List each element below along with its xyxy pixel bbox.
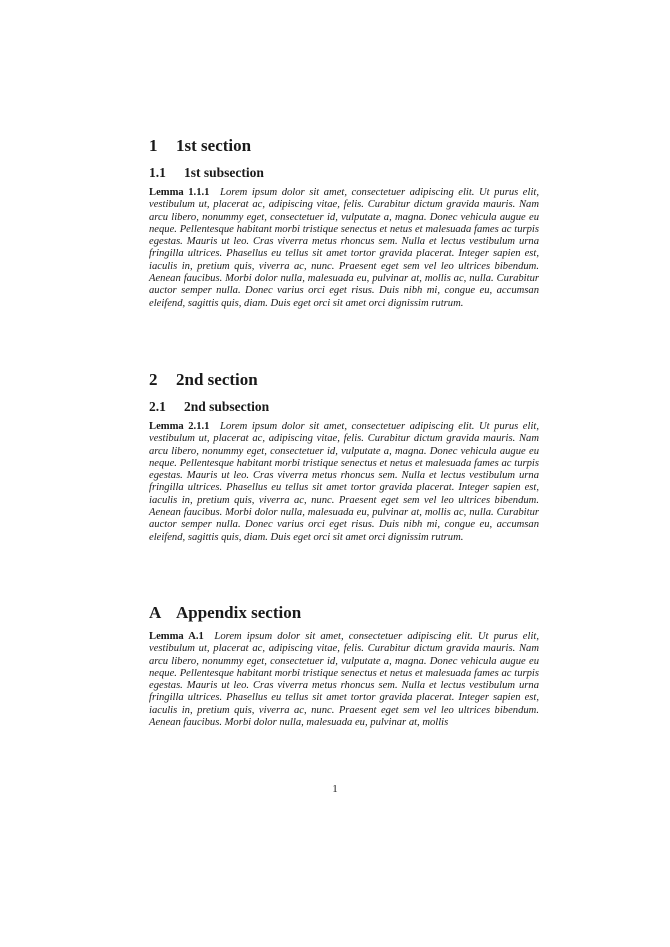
subsection-number: 2.1 — [149, 399, 166, 414]
lemma-label: Lemma 2.1.1 — [149, 421, 210, 432]
lemma-label: Lemma 1.1.1 — [149, 187, 210, 198]
section-heading-1 — [149, 136, 251, 156]
section-title: 2nd section — [176, 370, 258, 389]
subsection-title: 2nd subsection — [184, 399, 270, 414]
lemma-a-1 — [149, 631, 539, 729]
lemma-text: Lorem ipsum dolor sit amet, consectetuer adipiscing elit. Ut purus elit, vestibulum ut, placerat ac, adipiscing vitae, felis. Curabitur dictum gravida mauris. Nam arcu libero, nonummy eget, consectetuer id, vulputate a, magna. Donec vehicula augue eu neque. Pellentesque habitant morbi tristique senectus et netus et malesuada fames ac turpis egestas. Mauris ut leo. Cras viverra metus rhoncus sem. Nulla et lectus vestibulum urna fringilla ultrices. Phasellus eu tellus sit amet tortor gravida placerat. Integer sapien est, iaculis in, pretium quis, viverra ac, nunc. Praesent eget sem vel leo ultrices bibendum. Aenean faucibus. Morbi dolor nulla, malesuada eu, pulvinar at, mollis ac, nulla. Curabitur auctor semper nulla. Donec varius orci eget risus. Duis nibh mi, congue eu, accumsan eleifend, sagittis quis, diam. Duis eget orci sit amet orci dignissim rutrum. — [149, 187, 539, 309]
subsection-heading-2-1 — [149, 398, 269, 415]
subsection-heading-1-1 — [149, 164, 264, 181]
appendix-section-heading — [149, 603, 301, 623]
lemma-text: Lorem ipsum dolor sit amet, consectetuer adipiscing elit. Ut purus elit, vestibulum ut, placerat ac, adipiscing vitae, felis. Curabitur dictum gravida mauris. Nam arcu libero, nonummy eget, consectetuer id, vulputate a, magna. Donec vehicula augue eu neque. Pellentesque habitant morbi tristique senectus et netus et malesuada fames ac turpis egestas. Mauris ut leo. Cras viverra metus rhoncus sem. Nulla et lectus vestibulum urna fringilla ultrices. Phasellus eu tellus sit amet tortor gravida placerat. Integer sapien est, iaculis in, pretium quis, viverra ac, nunc. Praesent eget sem vel leo ultrices bibendum. Aenean faucibus. Morbi dolor nulla, malesuada eu, pulvinar at, mollis — [149, 631, 539, 729]
subsection-title: 1st subsection — [184, 165, 264, 180]
lemma-2-1-1 — [149, 421, 539, 544]
section-heading-2 — [149, 370, 258, 390]
section-title: 1st section — [176, 136, 252, 155]
subsection-number: 1.1 — [149, 165, 166, 180]
lemma-text: Lorem ipsum dolor sit amet, consectetuer adipiscing elit. Ut purus elit, vestibulum ut, placerat ac, adipiscing vitae, felis. Curabitur dictum gravida mauris. Nam arcu libero, nonummy eget, consectetuer id, vulputate a, magna. Donec vehicula augue eu neque. Pellentesque habitant morbi tristique senectus et netus et malesuada fames ac turpis egestas. Mauris ut leo. Cras viverra metus rhoncus sem. Nulla et lectus vestibulum urna fringilla ultrices. Phasellus eu tellus sit amet tortor gravida placerat. Integer sapien est, iaculis in, pretium quis, viverra ac, nunc. Praesent eget sem vel leo ultrices bibendum. Aenean faucibus. Morbi dolor nulla, malesuada eu, pulvinar at, mollis ac, nulla. Curabitur auctor semper nulla. Donec varius orci eget risus. Duis nibh mi, congue eu, accumsan eleifend, sagittis quis, diam. Duis eget orci sit amet orci dignissim rutrum. — [149, 421, 539, 543]
section-number: A — [149, 603, 162, 622]
section-title: Appendix section — [176, 603, 302, 622]
lemma-label: Lemma A.1 — [149, 631, 204, 642]
page-number: 1 — [332, 783, 338, 795]
lemma-1-1-1 — [149, 187, 539, 310]
section-number: 1 — [149, 136, 158, 155]
section-number: 2 — [149, 370, 158, 389]
